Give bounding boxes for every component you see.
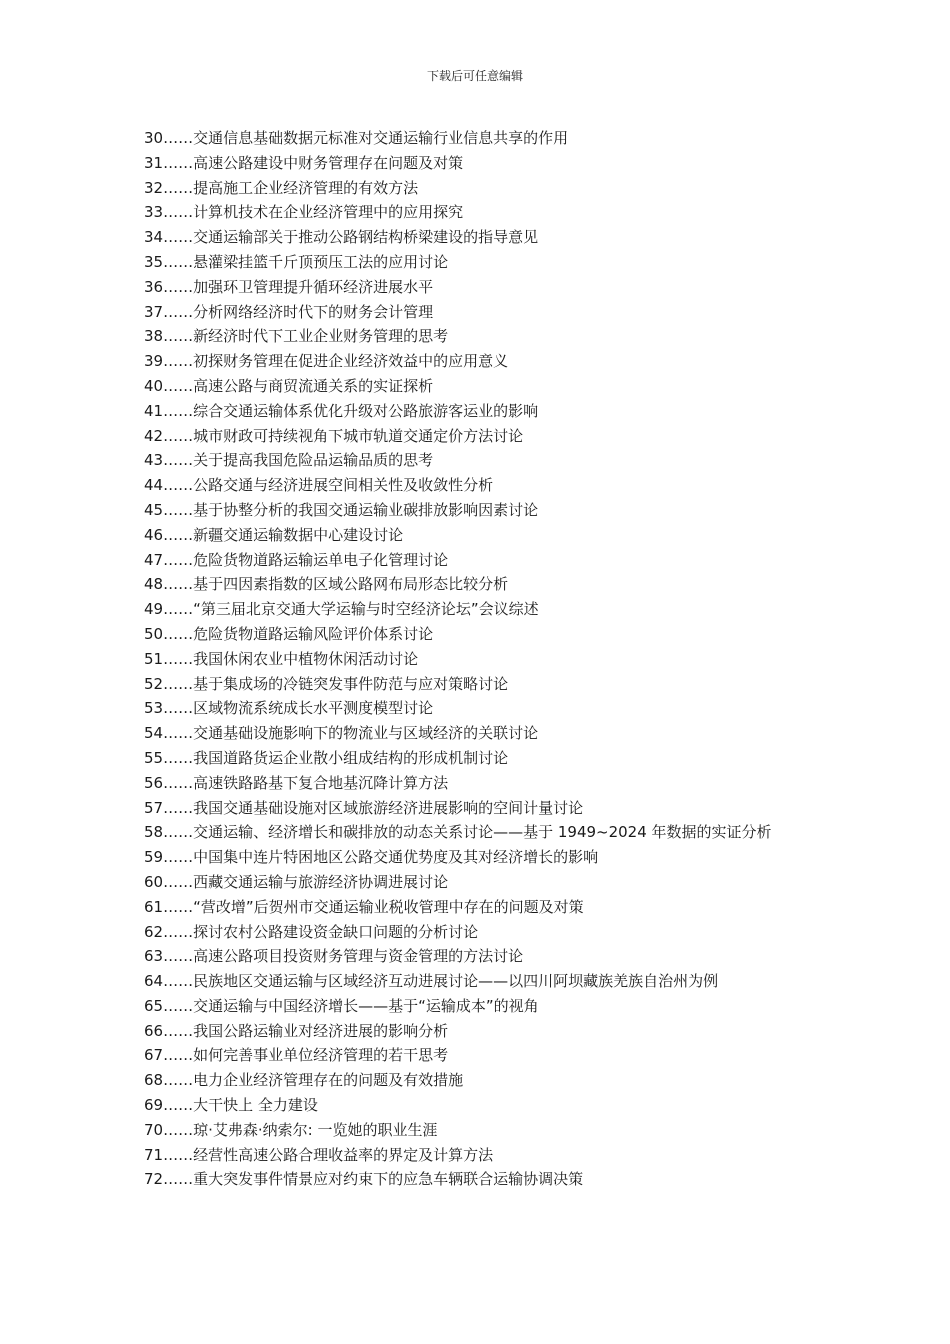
list-item: 49……“第三届北京交通大学运输与时空经济论坛”会议综述 — [144, 600, 539, 619]
list-item: 68……电力企业经济管理存在的问题及有效措施 — [144, 1071, 464, 1090]
list-item: 39……初探财务管理在促进企业经济效益中的应用意义 — [144, 352, 509, 371]
list-item: 67……如何完善事业单位经济管理的若干思考 — [144, 1046, 449, 1065]
list-item: 47……危险货物道路运输运单电子化管理讨论 — [144, 550, 449, 569]
list-item: 60……西藏交通运输与旅游经济协调进展讨论 — [144, 872, 449, 891]
list-item: 64……民族地区交通运输与区域经济互动进展讨论——以四川阿坝藏族羌族自治州为例 — [144, 972, 719, 991]
list-item: 63……高速公路项目投资财务管理与资金管理的方法讨论 — [144, 947, 524, 966]
list-item: 31……高速公路建设中财务管理存在问题及对策 — [144, 153, 464, 172]
list-item: 36……加强环卫管理提升循环经济进展水平 — [144, 277, 434, 296]
list-item: 41……综合交通运输体系优化升级对公路旅游客运业的影响 — [144, 401, 539, 420]
list-item: 54……交通基础设施影响下的物流业与区域经济的关联讨论 — [144, 724, 539, 743]
list-item: 56……高速铁路路基下复合地基沉降计算方法 — [144, 773, 449, 792]
list-item: 32……提高施工企业经济管理的有效方法 — [144, 178, 419, 197]
list-item: 40……高速公路与商贸流通关系的实证探析 — [144, 376, 434, 395]
list-item: 55……我国道路货运企业散小组成结构的形成机制讨论 — [144, 748, 509, 767]
list-item: 70……琼·艾弗森·纳索尔: 一览她的职业生涯 — [144, 1120, 438, 1139]
list-item: 51……我国休闲农业中植物休闲活动讨论 — [144, 649, 419, 668]
list-item: 43……关于提高我国危险品运输品质的思考 — [144, 451, 434, 470]
list-item: 57……我国交通基础设施对区域旅游经济进展影响的空间计量讨论 — [144, 798, 584, 817]
list-item: 50……危险货物道路运输风险评价体系讨论 — [144, 624, 434, 643]
list-item: 30……交通信息基础数据元标准对交通运输行业信息共享的作用 — [144, 129, 569, 147]
list-item: 42……城市财政可持续视角下城市轨道交通定价方法讨论 — [144, 426, 524, 445]
list-item: 58……交通运输、经济增长和碳排放的动态关系讨论——基于 1949~2024 年数据的实证分析 — [144, 823, 772, 842]
list-item: 35……悬灌梁挂篮千斤顶预压工法的应用讨论 — [144, 252, 449, 271]
list-item: 48……基于四因素指数的区域公路网布局形态比较分析 — [144, 575, 509, 594]
list-item: 62……探讨农村公路建设资金缺口问题的分析讨论 — [144, 922, 479, 941]
list-item: 34……交通运输部关于推动公路钢结构桥梁建设的指导意见 — [144, 228, 539, 247]
list-item: 72……重大突发事件情景应对约束下的应急车辆联合运输协调决策 — [144, 1170, 584, 1189]
list-item: 69……大干快上 全力建设 — [144, 1096, 318, 1115]
list-item: 38……新经济时代下工业企业财务管理的思考 — [144, 327, 449, 346]
list-item: 71……经营性高速公路合理收益率的界定及计算方法 — [144, 1145, 494, 1164]
list-item: 33……计算机技术在企业经济管理中的应用探究 — [144, 203, 464, 222]
list-item: 37……分析网络经济时代下的财务会计管理 — [144, 302, 434, 321]
list-item: 66……我国公路运输业对经济进展的影响分析 — [144, 1021, 449, 1040]
list-item: 52……基于集成场的冷链突发事件防范与应对策略讨论 — [144, 674, 509, 693]
list-item: 45……基于协整分析的我国交通运输业碳排放影响因素讨论 — [144, 500, 539, 519]
list-item: 65……交通运输与中国经济增长——基于“运输成本”的视角 — [144, 996, 539, 1015]
reference-list — [144, 126, 812, 1192]
list-item: 61……“营改增”后贺州市交通运输业税收管理中存在的问题及对策 — [144, 897, 584, 916]
list-item: 46……新疆交通运输数据中心建设讨论 — [144, 525, 404, 544]
list-item: 44……公路交通与经济进展空间相关性及收敛性分析 — [144, 476, 494, 495]
page-header: 下载后可任意编辑 — [426, 69, 523, 83]
list-item: 53……区域物流系统成长水平测度模型讨论 — [144, 699, 434, 718]
list-item: 59……中国集中连片特困地区公路交通优势度及其对经济增长的影响 — [144, 848, 599, 867]
